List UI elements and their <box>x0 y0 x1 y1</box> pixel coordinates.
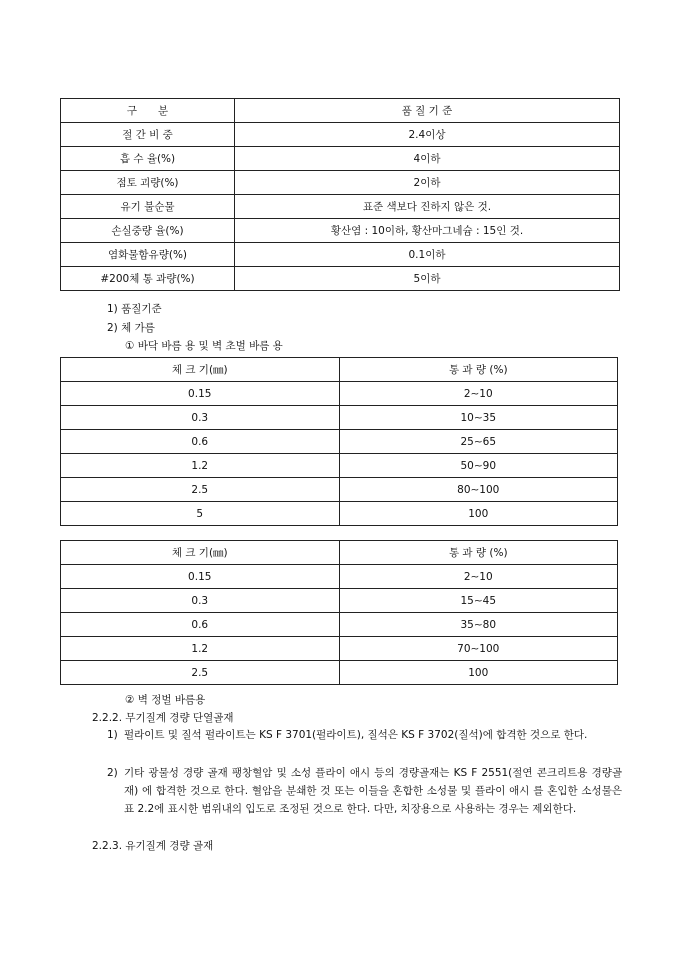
header-sieve-size: 체 크 기(㎜) <box>61 541 340 565</box>
sieve-size: 2.5 <box>61 478 340 502</box>
passing-range: 80∼100 <box>339 478 618 502</box>
section-heading-222: 2.2.2. 무기질계 경량 단열골재 <box>92 712 234 724</box>
note-quality-standard: 1) 품질기준 <box>107 303 162 315</box>
table-row <box>61 430 618 454</box>
row-label: 흡 수 율(%) <box>61 147 235 171</box>
paragraph-text: 펄라이트 및 질석 펄라이트는 KS F 3701(펄라이트), 질석은 KS F 3702(질석)에 합격한 것으로 한다. <box>124 729 588 741</box>
sieve-table-base-coat <box>60 357 618 526</box>
row-value: 황산염 : 10이하, 황산마그네슘 : 15인 것. <box>235 219 620 243</box>
sieve-size: 2.5 <box>61 661 340 685</box>
table-row <box>61 123 620 147</box>
table-row <box>61 171 620 195</box>
table-row <box>61 382 618 406</box>
sieve-size: 0.15 <box>61 382 340 406</box>
sieve-size: 0.6 <box>61 430 340 454</box>
passing-range: 50∼90 <box>339 454 618 478</box>
header-passing: 통 과 량 (%) <box>339 541 618 565</box>
header-category: 구 분 <box>61 99 235 123</box>
table-row <box>61 637 618 661</box>
table-row <box>61 267 620 291</box>
row-value: 2이하 <box>235 171 620 195</box>
table-row <box>61 661 618 685</box>
row-value: 5이하 <box>235 267 620 291</box>
passing-range: 70∼100 <box>339 637 618 661</box>
table-row <box>61 195 620 219</box>
passing-range: 35∼80 <box>339 613 618 637</box>
header-passing: 통 과 량 (%) <box>339 358 618 382</box>
note-wall-finish-coat: ② 벽 정벌 바름용 <box>125 694 206 706</box>
table-row <box>61 454 618 478</box>
passing-range: 2∼10 <box>339 565 618 589</box>
quality-standard-table <box>60 98 620 291</box>
passing-range: 25∼65 <box>339 430 618 454</box>
table-header-row <box>61 358 618 382</box>
table-row <box>61 589 618 613</box>
paragraph-number: 1) <box>107 729 118 741</box>
header-sieve-size: 체 크 기(㎜) <box>61 358 340 382</box>
table-header-row <box>61 541 618 565</box>
row-label: 염화물함유량(%) <box>61 243 235 267</box>
row-value: 0.1이하 <box>235 243 620 267</box>
table-header-row <box>61 99 620 123</box>
passing-range: 10∼35 <box>339 406 618 430</box>
table-row <box>61 613 618 637</box>
paragraph-number: 2) <box>107 767 118 779</box>
row-value: 4이하 <box>235 147 620 171</box>
table-row <box>61 502 618 526</box>
paragraph-lightweight-aggregate <box>107 764 622 818</box>
passing-range: 15∼45 <box>339 589 618 613</box>
row-label: 손실중량 율(%) <box>61 219 235 243</box>
header-standard: 품 질 기 준 <box>235 99 620 123</box>
sieve-table-finish-coat <box>60 540 618 685</box>
row-label: 유기 불순물 <box>61 195 235 219</box>
passing-range: 2∼10 <box>339 382 618 406</box>
sieve-size: 0.3 <box>61 406 340 430</box>
paragraph-text: 기타 광물성 경량 골재 팽창혈암 및 소성 플라이 애시 등의 경량골재는 KS F 2551(절연 콘크리트용 경량골재) 에 합격한 것으로 한다. 혈암을 분쇄한 것 또는 이들을 혼합한 소성물 및 플라이 애시 를 혼입한 소성물은 표 2.2에 표시한 범위내의 입도로 조정된 것으로 한다. 다만, 치장용으로 사용하는 경우는 제외한다. <box>124 767 622 815</box>
row-label: #200체 통 과량(%) <box>61 267 235 291</box>
sieve-size: 0.15 <box>61 565 340 589</box>
paragraph-perlite <box>107 726 622 744</box>
table-row <box>61 478 618 502</box>
sieve-size: 0.6 <box>61 613 340 637</box>
row-label: 점토 괴량(%) <box>61 171 235 195</box>
table-row <box>61 147 620 171</box>
sieve-size: 5 <box>61 502 340 526</box>
table-row <box>61 406 618 430</box>
table-row <box>61 565 618 589</box>
passing-range: 100 <box>339 661 618 685</box>
table-row <box>61 243 620 267</box>
sieve-size: 1.2 <box>61 454 340 478</box>
note-floor-wall-base-coat: ① 바닥 바름 용 및 벽 초벌 바름 용 <box>125 340 283 352</box>
row-value: 표준 색보다 진하지 않은 것. <box>235 195 620 219</box>
sieve-size: 1.2 <box>61 637 340 661</box>
table-row <box>61 219 620 243</box>
passing-range: 100 <box>339 502 618 526</box>
row-label: 절 간 비 중 <box>61 123 235 147</box>
sieve-size: 0.3 <box>61 589 340 613</box>
row-value: 2.4이상 <box>235 123 620 147</box>
section-heading-223: 2.2.3. 유기질계 경량 골재 <box>92 840 214 852</box>
note-sieve: 2) 체 가름 <box>107 322 155 334</box>
